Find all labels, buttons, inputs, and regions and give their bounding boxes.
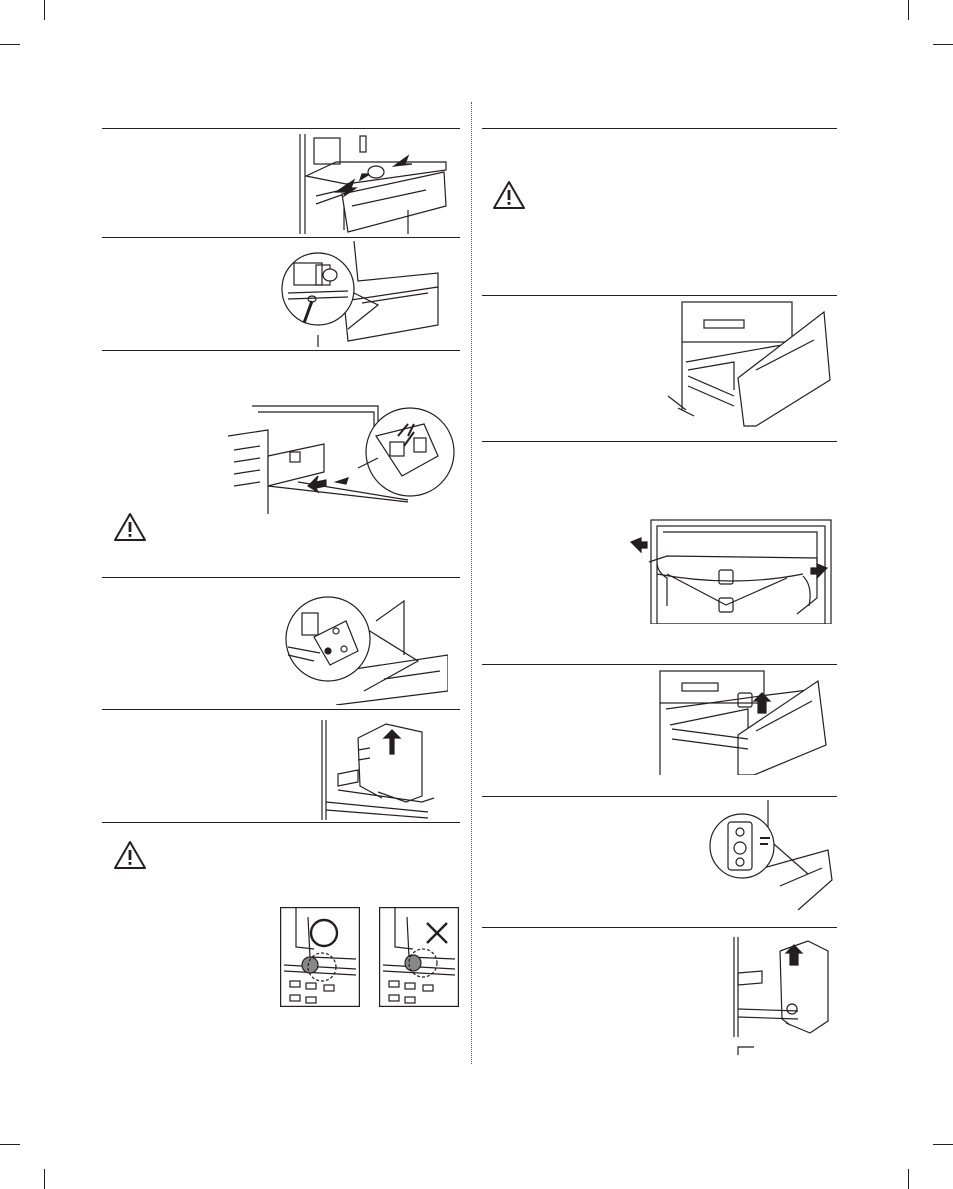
- drawer-pull-illustration: [296, 134, 448, 234]
- rail-bracket-release-illustration: [228, 396, 460, 514]
- crop-mark: [933, 1144, 953, 1145]
- step-rule: [102, 128, 460, 129]
- crop-mark: [908, 0, 909, 20]
- step-rule: [102, 237, 460, 238]
- step-rule: [482, 664, 837, 665]
- step-rule: [482, 441, 837, 442]
- warning-triangle-icon: [492, 180, 526, 210]
- rail-closeup-illustration: [708, 800, 836, 912]
- step-rule: [482, 128, 837, 129]
- door-lift-illustration: [318, 720, 442, 820]
- step-rule: [102, 709, 460, 710]
- crop-mark: [0, 1144, 20, 1145]
- step-rule: [482, 295, 837, 296]
- screw-removal-illustration: [278, 241, 440, 347]
- column-divider: [471, 102, 472, 1064]
- drawer-open-illustration: [664, 300, 834, 430]
- crop-mark: [44, 1169, 45, 1189]
- crop-mark: [933, 44, 953, 45]
- crop-mark: [908, 1169, 909, 1189]
- warning-triangle-icon: [113, 512, 147, 542]
- step-rule: [482, 796, 837, 797]
- incorrect-installation-illustration: [379, 907, 459, 1007]
- bin-remove-illustration: [627, 518, 837, 624]
- warning-triangle-icon: [113, 840, 147, 870]
- step-rule: [482, 927, 837, 928]
- step-rule: [102, 822, 460, 823]
- bin-lift-illustration: [658, 669, 832, 775]
- crop-mark: [44, 0, 45, 20]
- correct-installation-illustration: [280, 907, 360, 1007]
- bracket-detach-illustration: [284, 591, 448, 705]
- crop-mark: [0, 44, 20, 45]
- step-rule: [102, 577, 460, 578]
- step-rule: [102, 350, 460, 351]
- door-remove-illustration: [728, 937, 834, 1055]
